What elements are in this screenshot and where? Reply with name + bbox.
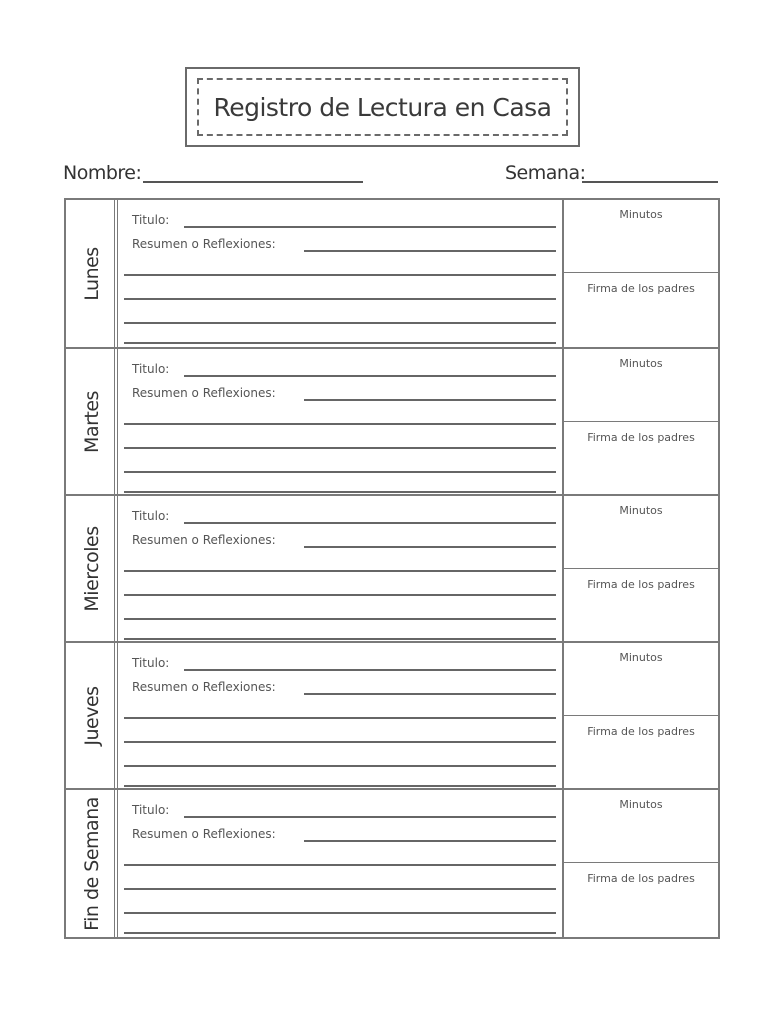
writing-area xyxy=(118,349,562,494)
writing-line[interactable] xyxy=(124,570,556,572)
writing-line[interactable] xyxy=(124,322,556,324)
writing-line[interactable] xyxy=(124,741,556,743)
writing-line[interactable] xyxy=(124,342,556,344)
minutes-label: Minutos xyxy=(619,651,663,664)
summary-input-line[interactable] xyxy=(304,546,556,548)
title-input-line[interactable] xyxy=(184,375,556,377)
day-cell xyxy=(66,790,118,937)
minutes-label: Minutos xyxy=(619,798,663,811)
writing-line[interactable] xyxy=(124,785,556,787)
title-input-line[interactable] xyxy=(184,816,556,818)
summary-label: Resumen o Reflexiones: xyxy=(132,827,276,841)
day-cell xyxy=(66,643,118,788)
day-row-miercoles xyxy=(66,494,718,641)
writing-line[interactable] xyxy=(124,447,556,449)
writing-line[interactable] xyxy=(124,888,556,890)
writing-line[interactable] xyxy=(124,423,556,425)
title-dashed-frame xyxy=(197,78,568,136)
writing-area xyxy=(118,200,562,347)
title-box xyxy=(185,67,580,147)
day-label: Jueves xyxy=(81,685,103,746)
day-row-martes xyxy=(66,347,718,494)
side-column xyxy=(562,643,718,788)
signature-label: Firma de los padres xyxy=(587,282,695,295)
writing-line[interactable] xyxy=(124,594,556,596)
writing-line[interactable] xyxy=(124,932,556,934)
day-cell xyxy=(66,200,118,347)
day-label: Lunes xyxy=(81,246,103,301)
title-label: Titulo: xyxy=(132,509,170,523)
day-row-jueves xyxy=(66,641,718,788)
summary-label: Resumen o Reflexiones: xyxy=(132,533,276,547)
summary-label: Resumen o Reflexiones: xyxy=(132,680,276,694)
summary-label: Resumen o Reflexiones: xyxy=(132,386,276,400)
title-label: Titulo: xyxy=(132,656,170,670)
summary-label: Resumen o Reflexiones: xyxy=(132,237,276,251)
side-column xyxy=(562,200,718,347)
signature-label: Firma de los padres xyxy=(587,431,695,444)
day-cell xyxy=(66,496,118,641)
summary-input-line[interactable] xyxy=(304,693,556,695)
writing-line[interactable] xyxy=(124,765,556,767)
side-column xyxy=(562,790,718,937)
minutes-cell[interactable] xyxy=(564,643,718,716)
side-column xyxy=(562,496,718,641)
day-cell xyxy=(66,349,118,494)
writing-area xyxy=(118,643,562,788)
reading-log-table xyxy=(64,198,720,939)
signature-label: Firma de los padres xyxy=(587,578,695,591)
writing-line[interactable] xyxy=(124,298,556,300)
name-label: Nombre: xyxy=(63,162,142,184)
minutes-label: Minutos xyxy=(619,208,663,221)
title-label: Titulo: xyxy=(132,803,170,817)
week-input-line[interactable] xyxy=(582,181,718,183)
writing-line[interactable] xyxy=(124,717,556,719)
day-label: Martes xyxy=(81,390,103,453)
signature-label: Firma de los padres xyxy=(587,725,695,738)
writing-area xyxy=(118,790,562,937)
minutes-cell[interactable] xyxy=(564,496,718,569)
writing-line[interactable] xyxy=(124,864,556,866)
writing-line[interactable] xyxy=(124,274,556,276)
title-input-line[interactable] xyxy=(184,522,556,524)
minutes-cell[interactable] xyxy=(564,790,718,863)
day-row-fin-de-semana xyxy=(66,788,718,937)
page-title: Registro de Lectura en Casa xyxy=(213,92,552,122)
minutes-cell[interactable] xyxy=(564,200,718,273)
title-input-line[interactable] xyxy=(184,669,556,671)
writing-area xyxy=(118,496,562,641)
writing-line[interactable] xyxy=(124,912,556,914)
summary-input-line[interactable] xyxy=(304,840,556,842)
title-label: Titulo: xyxy=(132,362,170,376)
title-input-line[interactable] xyxy=(184,226,556,228)
summary-input-line[interactable] xyxy=(304,250,556,252)
title-label: Titulo: xyxy=(132,213,170,227)
day-row-lunes xyxy=(66,200,718,347)
writing-line[interactable] xyxy=(124,618,556,620)
writing-line[interactable] xyxy=(124,491,556,493)
minutes-label: Minutos xyxy=(619,357,663,370)
minutes-label: Minutos xyxy=(619,504,663,517)
minutes-cell[interactable] xyxy=(564,349,718,422)
day-label: Fin de Semana xyxy=(81,796,103,931)
writing-line[interactable] xyxy=(124,638,556,640)
day-label: Miercoles xyxy=(81,525,103,612)
week-label: Semana: xyxy=(505,162,586,184)
writing-line[interactable] xyxy=(124,471,556,473)
signature-label: Firma de los padres xyxy=(587,872,695,885)
summary-input-line[interactable] xyxy=(304,399,556,401)
side-column xyxy=(562,349,718,494)
name-input-line[interactable] xyxy=(143,181,363,183)
